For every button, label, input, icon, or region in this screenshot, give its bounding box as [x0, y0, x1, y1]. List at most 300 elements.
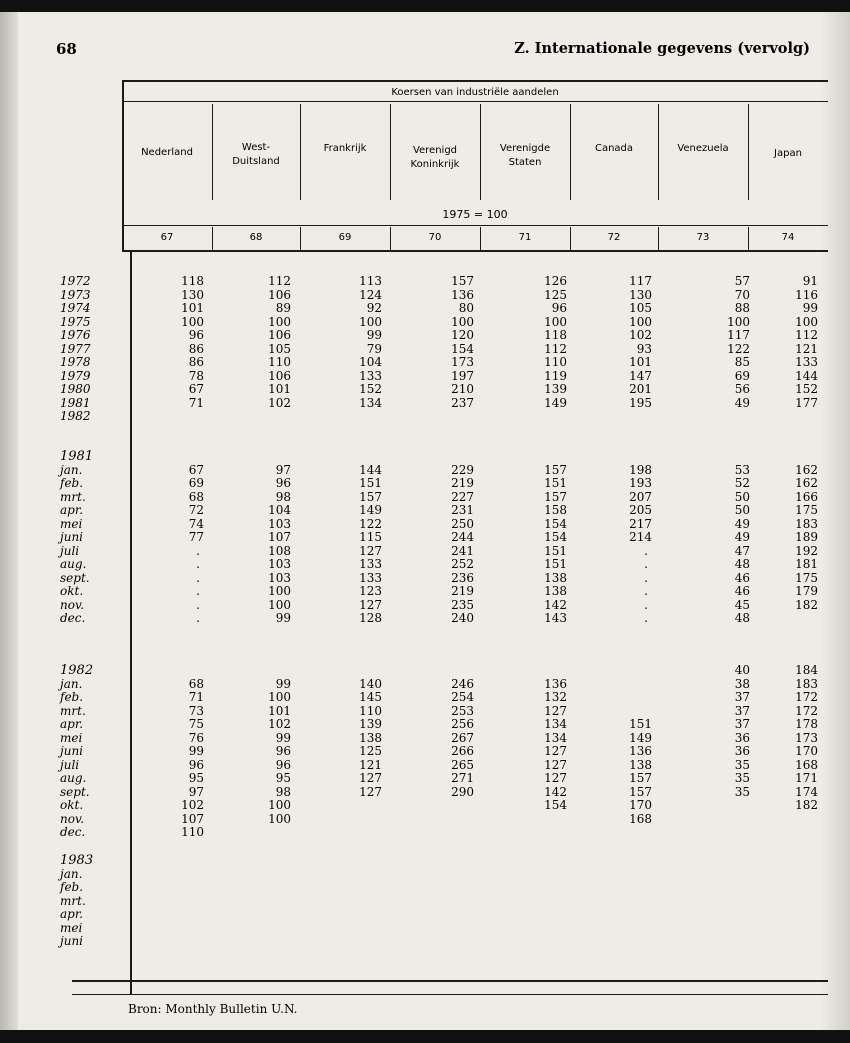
row-labels-block-4 [60, 854, 128, 949]
row-label: dec. [60, 611, 86, 625]
table-cell: 71 [188, 395, 204, 410]
value-column-2-block-3 [231, 664, 291, 826]
row-label: mrt. [60, 489, 86, 504]
table-cell: 100 [451, 314, 474, 329]
row-label: 1975 [60, 314, 91, 329]
table-cell: 105 [268, 341, 291, 356]
row-label: 1974 [60, 301, 91, 315]
table-cell: 147 [629, 368, 652, 383]
value-column-1-block-1 [144, 275, 204, 410]
row-label: juli [60, 757, 80, 772]
row-label: sept. [60, 784, 90, 799]
table-cell: . [644, 584, 648, 598]
value-column-2-block-1 [231, 275, 291, 410]
page-number: 68 [56, 40, 77, 58]
table-cell: 174 [795, 784, 818, 799]
row-label: sept. [60, 570, 90, 585]
row-label: 1980 [60, 382, 91, 396]
table-cell [507, 450, 567, 464]
table-cell: 100 [795, 314, 818, 329]
table-cell: 151 [629, 717, 652, 731]
table-cell: 118 [544, 328, 567, 342]
table-cell: . [644, 611, 648, 625]
table-cell: 149 [359, 503, 382, 517]
table-cell: 99 [802, 301, 818, 315]
table-bottom-rule [72, 980, 828, 982]
value-column-8-block-2 [758, 464, 818, 613]
column-header-5: Verenigde Staten [499, 143, 551, 168]
table-cell: 105 [629, 301, 652, 315]
table-cell: . [196, 557, 200, 571]
table-cell: 157 [359, 489, 382, 504]
table-cell: 101 [268, 382, 291, 396]
table-cell: 201 [629, 382, 652, 396]
column-header-1: Nederland [141, 147, 193, 158]
table-cell: 96 [275, 744, 291, 758]
value-column-6-block-3 [592, 664, 652, 826]
table-cell: 50 [734, 489, 750, 504]
table-cell: 96 [188, 757, 204, 772]
row-label: feb. [60, 476, 84, 490]
table-cell: 49 [734, 530, 750, 544]
row-label: juni [60, 744, 84, 758]
table-cell: 106 [268, 287, 291, 302]
table-cell: 116 [795, 287, 818, 302]
table-cell: 290 [451, 784, 474, 799]
table-cell: 102 [268, 717, 291, 731]
value-column-3-block-1 [322, 275, 382, 410]
table-cell: 69 [734, 368, 750, 383]
table-cell: 70 [734, 287, 750, 302]
table-cell: 100 [268, 690, 291, 704]
table-cell: 48 [734, 611, 750, 625]
table-title: Koersen van industriële aandelen [391, 87, 559, 98]
table-cell: 136 [451, 287, 474, 302]
table-cell: 125 [544, 287, 567, 302]
table-cell: 68 [188, 489, 204, 504]
table-cell: 96 [551, 301, 567, 315]
row-label: juli [60, 543, 80, 558]
column-header-4: Verenigd Koninkrijk [410, 145, 460, 170]
table-cell: 100 [268, 811, 291, 826]
table-cell: 154 [451, 341, 474, 356]
table-cell: 110 [268, 355, 291, 369]
row-label: aug. [60, 771, 87, 785]
table-cell: 98 [275, 784, 291, 799]
table-cell: 102 [181, 798, 204, 812]
table-cell: 132 [544, 690, 567, 704]
table-cell [144, 450, 204, 464]
row-label: okt. [60, 798, 84, 812]
table-cell: 127 [544, 771, 567, 785]
column-number-divider-7 [658, 227, 659, 251]
table-cell: 127 [359, 784, 382, 799]
table-cell: 266 [451, 744, 474, 758]
table-cell: 37 [734, 690, 750, 704]
table-cell: 100 [268, 314, 291, 329]
table-cell: 73 [188, 703, 204, 718]
table-cell: 172 [795, 690, 818, 704]
row-label: jan. [60, 462, 83, 477]
table-cell: 154 [544, 530, 567, 544]
table-cell: 112 [544, 341, 567, 356]
table-cell: 56 [734, 382, 750, 396]
table-cell: . [196, 543, 200, 558]
column-number-7: 73 [696, 232, 710, 243]
table-cell [592, 691, 652, 705]
table-cell: 38 [734, 676, 750, 691]
table-cell: 127 [359, 543, 382, 558]
table-cell: . [644, 557, 648, 571]
table-cell: 134 [544, 717, 567, 731]
row-labels-block-3 [60, 664, 128, 840]
table-cell: 104 [268, 503, 291, 517]
value-column-4-block-3 [414, 664, 474, 799]
table-cell: 134 [359, 395, 382, 410]
row-label: nov. [60, 811, 85, 826]
table-cell: 121 [795, 341, 818, 356]
row-label: juni [60, 530, 84, 544]
row-label: aug. [60, 557, 87, 571]
table-cell: 171 [795, 771, 818, 785]
table-cell: 122 [359, 516, 382, 531]
table-cell: 197 [451, 368, 474, 383]
table-cell: 138 [359, 730, 382, 745]
table-cell: 49 [734, 516, 750, 531]
table-cell: . [644, 543, 648, 558]
row-label: feb. [60, 690, 84, 704]
table-cell: 125 [359, 744, 382, 758]
row-label: feb. [60, 880, 84, 894]
table-cell: 240 [451, 611, 474, 625]
table-cell: 127 [544, 703, 567, 718]
table-cell: 100 [268, 798, 291, 812]
table-cell: 170 [795, 744, 818, 758]
row-label: jan. [60, 676, 83, 691]
table-cell: 96 [188, 328, 204, 342]
table-cell: 35 [734, 771, 750, 785]
table-cell: 157 [544, 462, 567, 477]
table-cell [592, 664, 652, 678]
table-cell: 36 [734, 744, 750, 758]
table-cell: 198 [629, 462, 652, 477]
row-label: mrt. [60, 893, 86, 908]
value-column-6-block-2 [592, 450, 652, 626]
table-cell: 67 [188, 462, 204, 477]
table-cell: 183 [795, 676, 818, 691]
row-label: jan. [60, 866, 83, 881]
table-cell: 250 [451, 516, 474, 531]
table-cell: 127 [359, 771, 382, 785]
table-cell: 241 [451, 543, 474, 558]
table-cell: . [196, 584, 200, 598]
table-cell: 128 [359, 611, 382, 625]
table-cell: 120 [451, 328, 474, 342]
table-cell: 97 [275, 462, 291, 477]
table-cell: 79 [366, 341, 382, 356]
table-cell: 246 [451, 676, 474, 691]
table-cell: 101 [629, 355, 652, 369]
table-cell: 256 [451, 717, 474, 731]
table-cell: 113 [359, 274, 382, 288]
table-cell: 170 [629, 798, 652, 812]
table-cell: 104 [359, 355, 382, 369]
row-label: 1981 [60, 449, 94, 464]
book-binding [0, 12, 18, 1030]
table-cell: 72 [188, 503, 204, 517]
value-column-7-block-2 [690, 464, 750, 626]
table-cell: 136 [544, 676, 567, 691]
table-cell: 106 [268, 328, 291, 342]
row-label: 1972 [60, 274, 91, 288]
table-cell: 95 [188, 771, 204, 785]
table-cell: 46 [734, 570, 750, 585]
table-cell: 172 [795, 703, 818, 718]
table-cell: 46 [734, 584, 750, 598]
table-cell: 130 [181, 287, 204, 302]
table-cell: 151 [544, 476, 567, 490]
table-cell: 151 [544, 557, 567, 571]
table-cell: 88 [734, 301, 750, 315]
row-label: nov. [60, 597, 85, 612]
table-cell: 181 [795, 557, 818, 571]
row-label: juni [60, 934, 84, 948]
table-cell: 68 [188, 676, 204, 691]
table-cell: 102 [268, 395, 291, 410]
table-cell: 103 [268, 516, 291, 531]
row-label: apr. [60, 717, 84, 731]
table-cell: 49 [734, 395, 750, 410]
row-label: mrt. [60, 703, 86, 718]
table-cell: 157 [629, 784, 652, 799]
table-cell: 108 [268, 543, 291, 558]
table-cell [231, 450, 291, 464]
table-cell: 77 [188, 530, 204, 544]
table-cell: 253 [451, 703, 474, 718]
table-cell: 110 [181, 825, 204, 839]
table-cell: 133 [795, 355, 818, 369]
table-cell: 107 [181, 811, 204, 826]
table-cell: 138 [544, 584, 567, 598]
table-cell [414, 664, 474, 678]
table-cell: 74 [188, 516, 204, 531]
table-cell: 107 [268, 530, 291, 544]
page-title: Z. Internationale gegevens (vervolg) [514, 40, 810, 57]
table-cell: 36 [734, 730, 750, 745]
table-cell [592, 705, 652, 719]
table-cell: 195 [629, 395, 652, 410]
column-header-6: Canada [594, 143, 634, 154]
table-cell: 173 [795, 730, 818, 745]
table-cell: 144 [795, 368, 818, 383]
table-cell: 53 [734, 462, 750, 477]
table-cell: 86 [188, 355, 204, 369]
table-cell: 126 [544, 274, 567, 288]
row-labels-block-2 [60, 450, 128, 626]
table-cell: 86 [188, 341, 204, 356]
table-cell: 175 [795, 503, 818, 517]
row-label: 1978 [60, 355, 91, 369]
table-cell: 118 [181, 274, 204, 288]
table-cell: 237 [451, 395, 474, 410]
table-cell: 99 [275, 676, 291, 691]
table-cell: 96 [275, 757, 291, 772]
table-cell: 168 [629, 811, 652, 826]
table-cell: 103 [268, 557, 291, 571]
table-cell: 67 [188, 382, 204, 396]
table-cell [322, 450, 382, 464]
column-number-divider-6 [570, 227, 571, 251]
table-cell: 102 [629, 328, 652, 342]
table-cell: 48 [734, 557, 750, 571]
table-cell: 127 [544, 757, 567, 772]
table-cell: 236 [451, 570, 474, 585]
table-cell: 115 [359, 530, 382, 544]
table-cell: 96 [275, 476, 291, 490]
table-cell: 100 [268, 597, 291, 612]
table-cell: 184 [795, 663, 818, 677]
table-cell: 37 [734, 703, 750, 718]
table-cell: 127 [544, 744, 567, 758]
table-cell: . [196, 570, 200, 585]
table-cell: 127 [359, 597, 382, 612]
row-label: 1977 [60, 341, 91, 356]
table-cell: 121 [359, 757, 382, 772]
table-cell [592, 678, 652, 692]
footer-rule [72, 994, 828, 995]
table-cell: 271 [451, 771, 474, 785]
table-cell: 134 [544, 730, 567, 745]
table-cell: 217 [629, 516, 652, 531]
book-page [0, 12, 850, 1030]
table-cell: 231 [451, 503, 474, 517]
table-cell: 162 [795, 476, 818, 490]
table-cell [507, 664, 567, 678]
table-cell: 151 [359, 476, 382, 490]
table-cell: 149 [629, 730, 652, 745]
table-cell: 99 [275, 730, 291, 745]
table-cell: 158 [544, 503, 567, 517]
table-header-rule [122, 250, 828, 252]
row-label: 1981 [60, 395, 91, 410]
table-cell: 133 [359, 368, 382, 383]
column-number-3: 69 [338, 232, 352, 243]
table-cell: 210 [451, 382, 474, 396]
table-cell: 112 [268, 274, 291, 288]
table-cell: 85 [734, 355, 750, 369]
table-cell: 252 [451, 557, 474, 571]
table-cell: 182 [795, 798, 818, 812]
table-cell: 229 [451, 462, 474, 477]
value-column-7-block-3 [690, 664, 750, 799]
column-header-2: West- Duitsland [232, 142, 280, 167]
table-cell: . [196, 597, 200, 612]
row-label: apr. [60, 503, 84, 517]
source-note: Bron: Monthly Bulletin U.N. [128, 1002, 298, 1016]
table-cell: 214 [629, 530, 652, 544]
table-cell: 254 [451, 690, 474, 704]
table-cell: 235 [451, 597, 474, 612]
column-number-divider-4 [390, 227, 391, 251]
row-label: mei [60, 516, 83, 531]
table-cell: 37 [734, 717, 750, 731]
table-cell: 100 [727, 314, 750, 329]
table-cell: 177 [795, 395, 818, 410]
table-cell: 154 [544, 798, 567, 812]
title-rule [122, 101, 828, 102]
row-label: 1982 [60, 409, 91, 423]
table-cell: 244 [451, 530, 474, 544]
table-cell: 110 [544, 355, 567, 369]
page-edge-shadow [820, 12, 850, 1030]
table-cell: 207 [629, 489, 652, 504]
table-cell: 92 [366, 301, 382, 315]
column-number-8: 74 [781, 232, 795, 243]
table-cell: 227 [451, 489, 474, 504]
table-cell [144, 664, 204, 678]
table-cell: 100 [181, 314, 204, 329]
row-label: 1982 [60, 663, 94, 678]
table-cell: 117 [629, 274, 652, 288]
table-cell: 157 [544, 489, 567, 504]
value-column-8-block-1 [758, 275, 818, 410]
table-cell: 123 [359, 584, 382, 598]
table-cell: 98 [275, 489, 291, 504]
table-cell: 52 [734, 476, 750, 490]
row-labels-block-1 [60, 275, 128, 424]
table-cell: 35 [734, 784, 750, 799]
value-column-5-block-2 [507, 450, 567, 626]
table-cell: 162 [795, 462, 818, 477]
table-cell: 133 [359, 570, 382, 585]
table-cell: 93 [636, 341, 652, 356]
row-label: 1983 [60, 853, 94, 868]
table-cell: 89 [275, 301, 291, 315]
table-cell: 101 [181, 301, 204, 315]
table-cell: 130 [629, 287, 652, 302]
column-number-4: 70 [428, 232, 442, 243]
table-cell: 189 [795, 530, 818, 544]
table-cell: 139 [359, 717, 382, 731]
table-cell: 192 [795, 543, 818, 558]
table-cell: 151 [544, 543, 567, 558]
table-cell: 99 [366, 328, 382, 342]
table-cell: 136 [629, 744, 652, 758]
table-cell: 110 [359, 703, 382, 718]
table-cell: 179 [795, 584, 818, 598]
table-cell: 152 [795, 382, 818, 396]
table-cell [322, 664, 382, 678]
table-cell: 205 [629, 503, 652, 517]
table-cell: 175 [795, 570, 818, 585]
table-cell: 138 [544, 570, 567, 585]
table-cell: 267 [451, 730, 474, 745]
table-cell: 97 [188, 784, 204, 799]
column-header-3: Frankrijk [323, 143, 367, 154]
base-year-label: 1975 = 100 [442, 208, 508, 221]
column-header-7: Venezuela [677, 143, 729, 154]
table-cell: . [644, 597, 648, 612]
table-cell: 122 [727, 341, 750, 356]
table-cell: 106 [268, 368, 291, 383]
table-cell: 35 [734, 757, 750, 772]
table-cell: 142 [544, 597, 567, 612]
table-cell: 69 [188, 476, 204, 490]
base-rule [122, 225, 828, 226]
table-cell: 173 [451, 355, 474, 369]
column-number-divider-5 [480, 227, 481, 251]
table-cell: 101 [268, 703, 291, 718]
